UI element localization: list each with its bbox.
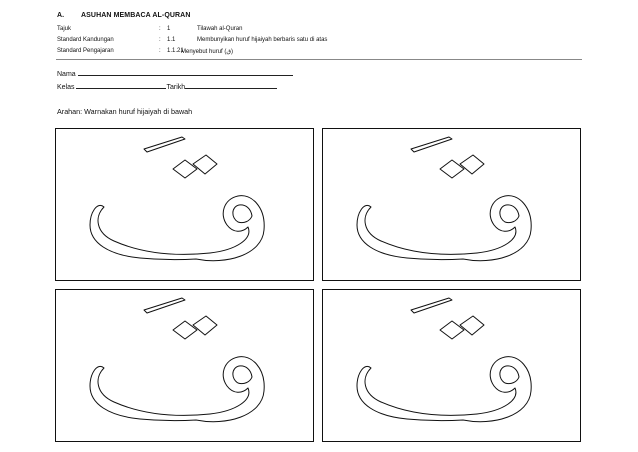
fatha-stroke (144, 137, 185, 152)
letter-qaf-outline[interactable] (323, 129, 582, 282)
info-label: Standard Kandungan (57, 37, 114, 43)
tarikh-label: Tarikh (166, 84, 186, 91)
info-colon: : (159, 37, 161, 43)
instruction-text: Arahan: Warnakan huruf hijaiyah di bawah (57, 107, 193, 116)
dot-right (460, 155, 484, 174)
info-colon: : (159, 26, 161, 32)
nama-blank[interactable] (78, 69, 293, 76)
coloring-panel (55, 289, 314, 442)
coloring-panel (55, 128, 314, 281)
section-number: A. (57, 12, 65, 19)
dot-left (440, 321, 464, 339)
fatha-stroke (411, 137, 452, 152)
info-description: Membunyikan huruf hijaiyah berbaris satu di atas (197, 37, 328, 43)
tarikh-blank[interactable] (185, 82, 277, 89)
info-code: 1 (167, 26, 171, 32)
nama-label: Nama (57, 71, 76, 78)
info-description: Menyebut huruf (ق) (181, 49, 234, 55)
kelas-label: Kelas (57, 84, 75, 91)
info-label: Standard Pengajaran (57, 48, 114, 54)
dot-right (193, 155, 217, 174)
info-code: 1.1 (167, 37, 176, 43)
letter-qaf-outline[interactable] (56, 129, 315, 282)
header-divider (56, 59, 582, 60)
dot-left (440, 160, 464, 178)
nama-field (57, 69, 293, 78)
dot-right (193, 316, 217, 335)
letter-qaf-outline[interactable] (56, 290, 315, 443)
info-description: Tilawah al-Quran (197, 26, 243, 32)
kelas-tarikh-field (57, 82, 277, 91)
info-label: Tajuk (57, 26, 72, 32)
dot-left (173, 321, 197, 339)
fatha-stroke (144, 298, 185, 313)
letter-qaf-outline[interactable] (323, 290, 582, 443)
kelas-blank[interactable] (76, 82, 166, 89)
dot-right (460, 316, 484, 335)
coloring-panel (322, 128, 581, 281)
info-code: 1.1.21 (167, 48, 184, 54)
info-colon: : (159, 48, 161, 54)
dot-left (173, 160, 197, 178)
coloring-panel (322, 289, 581, 442)
section-heading (57, 12, 191, 19)
fatha-stroke (411, 298, 452, 313)
section-title: ASUHAN MEMBACA AL-QURAN (81, 12, 191, 19)
